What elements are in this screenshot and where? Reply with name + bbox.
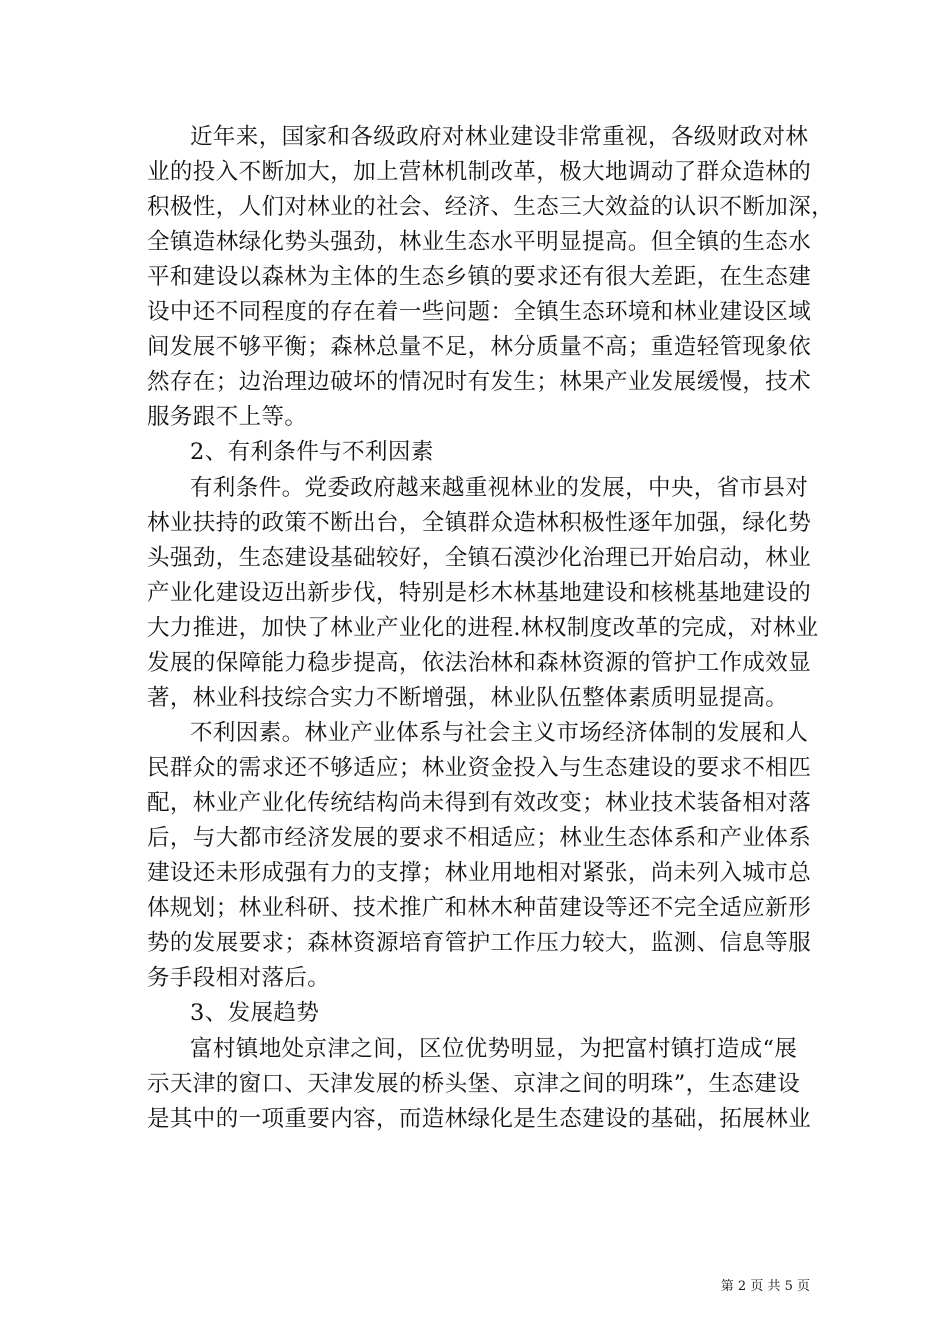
text-line: 积极性，人们对林业的社会、经济、生态三大效益的认识不断加深，	[147, 194, 835, 220]
text-line: 建设还未形成强有力的支撑；林业用地相对紧张，尚未列入城市总	[147, 860, 812, 886]
text-line: 势的发展要求；森林资源培育管护工作压力较大，监测、信息等服	[147, 930, 812, 956]
section-heading: 2、有利条件与不利因素	[190, 439, 434, 465]
text-line: 配，林业产业化传统结构尚未得到有效改变；林业技术装备相对落	[147, 790, 812, 816]
text-line: 服务跟不上等。	[147, 404, 308, 430]
text-line: 务手段相对落后。	[147, 965, 331, 991]
text-line: 间发展不够平衡；森林总量不足，林分质量不高；重造轻管现象依	[147, 334, 812, 360]
text-line: 体规划；林业科研、技术推广和林木种苗建设等还不完全适应新形	[147, 895, 812, 921]
text-line: 富村镇地处京津之间，区位优势明显，为把富村镇打造成“展	[190, 1036, 798, 1062]
section-heading: 3、发展趋势	[190, 1000, 320, 1026]
text-line: 头强劲，生态建设基础较好，全镇石漠沙化治理已开始启动，林业	[147, 545, 812, 571]
text-line: 林业扶持的政策不断出台，全镇群众造林积极性逐年加强，绿化势	[147, 510, 812, 536]
text-line: 发展的保障能力稳步提高，依法治林和森林资源的管护工作成效显	[147, 650, 812, 676]
text-line: 是其中的一项重要内容，而造林绿化是生态建设的基础，拓展林业	[147, 1106, 812, 1132]
text-line: 大力推进，加快了林业产业化的进程.林权制度改革的完成，对林业	[147, 615, 819, 641]
page-number-footer: 第 2 页 共 5 页	[720, 1279, 810, 1294]
text-line: 平和建设以森林为主体的生态乡镇的要求还有很大差距，在生态建	[147, 264, 812, 290]
text-line: 民群众的需求还不够适应；林业资金投入与生态建设的要求不相匹	[147, 755, 812, 781]
text-line: 业的投入不断加大，加上营林机制改革，极大地调动了群众造林的	[147, 159, 812, 185]
text-line: 示天津的窗口、天津发展的桥头堡、京津之间的明珠”，生态建设	[147, 1071, 801, 1097]
text-line: 不利因素。林业产业体系与社会主义市场经济体制的发展和人	[190, 720, 809, 746]
text-line: 后，与大都市经济发展的要求不相适应；林业生态体系和产业体系	[147, 825, 812, 851]
text-line: 设中还不同程度的存在着一些问题：全镇生态环境和林业建设区域	[147, 299, 812, 325]
text-line: 然存在；边治理边破坏的情况时有发生；林果产业发展缓慢，技术	[147, 369, 812, 395]
text-line: 著，林业科技综合实力不断增强，林业队伍整体素质明显提高。	[147, 685, 789, 711]
text-line: 全镇造林绿化势头强劲，林业生态水平明显提高。但全镇的生态水	[147, 229, 812, 255]
text-line: 近年来，国家和各级政府对林业建设非常重视，各级财政对林	[190, 124, 809, 150]
text-line: 产业化建设迈出新步伐，特别是杉木林基地建设和核桃基地建设的	[147, 580, 812, 606]
text-line: 有利条件。党委政府越来越重视林业的发展，中央，省市县对	[190, 475, 809, 501]
